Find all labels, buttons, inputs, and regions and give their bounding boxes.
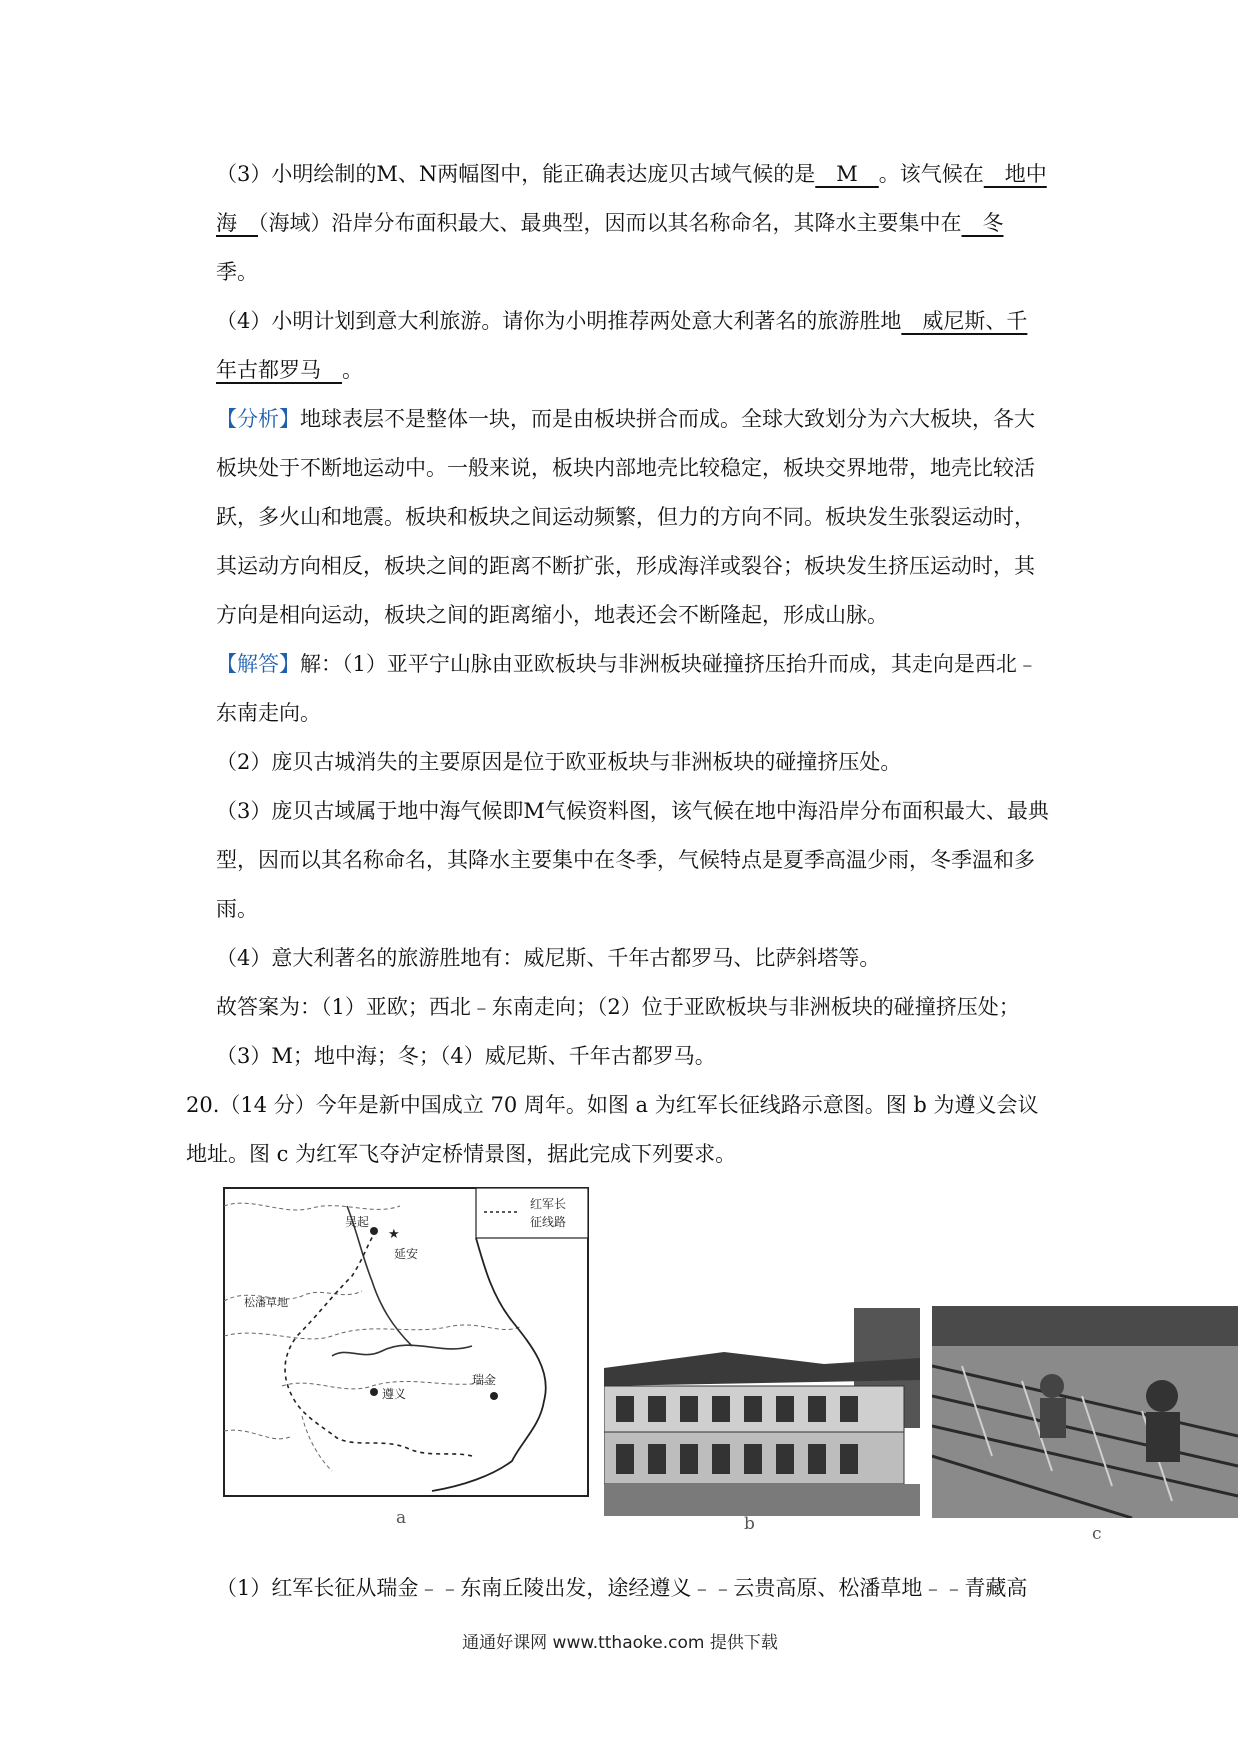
label-ruijin: 瑞金 — [472, 1373, 497, 1387]
legend-box — [476, 1188, 588, 1238]
answer-line-4: （4）意大利著名的旅游胜地有：威尼斯、千年古都罗马、比萨斜塔等。 — [216, 946, 881, 970]
figure-c-luding-bridge — [932, 1306, 1238, 1518]
analysis-tag: 【分析】 — [216, 407, 300, 431]
figure-a-map — [222, 1186, 590, 1498]
question-20-stem: 20.（14 分）今年是新中国成立 70 周年。如图 a 为红军长征线路示意图。图 b 为遵义会议地址。图 c 为红军飞夺泸定桥情景图，据此完成下列要求。 — [186, 1093, 1039, 1166]
caption-c: c — [1092, 1524, 1102, 1544]
q19-part4: （4）小明计划到意大利旅游。请你为小明推荐两处意大利著名的旅游胜地 威尼斯、千 年古都罗马 。 — [216, 309, 1028, 382]
long-march-map — [222, 1186, 590, 1498]
answer-tag: 【解答】 — [216, 652, 300, 676]
label-wuqi: 吴起 — [345, 1215, 370, 1229]
legend-label-1: 红军长 — [530, 1197, 567, 1211]
answer-section: 【解答】解：（1）亚平宁山脉由亚欧板块与非洲板块碰撞挤压抬升而成，其走向是西北﹣东南走向。 — [216, 652, 1038, 725]
legend-label-2: 征线路 — [530, 1215, 567, 1229]
caption-a: a — [396, 1508, 407, 1528]
label-yanan: 延安 — [394, 1247, 419, 1261]
answer-blank: 威尼斯、千 — [901, 309, 1028, 333]
answer-blank: 年古都罗马 — [216, 358, 342, 382]
q19-part3: （3）小明绘制的M、N两幅图中，能正确表达庞贝古域气候的是 M 。该气候在 地中 海 （海域）沿岸分布面积最大、最典型，因而以其名称命名，其降水主要集中在 冬 季。 — [216, 162, 1047, 284]
analysis-text: 地球表层不是整体一块，而是由板块拼合而成。全球大致划分为六大板块，各大板块处于不断地运动中。一般来说，板块内部地壳比较稳定，板块交界地带，地壳比较活跃，多火山和地震。板块和板块之间运动频繁，但力的方向不同。板块发生张裂运动时，其运动方向相反，板块之间的距离不断扩张，形成海洋或裂谷；板块发生挤压运动时，其方向是相向运动，板块之间的距离缩小，地表还会不断隆起，形成山脉。 — [216, 407, 1035, 627]
answer-blank: M — [815, 162, 879, 186]
luding-bridge-image — [932, 1306, 1238, 1518]
answer-blank: 地中 — [983, 162, 1047, 186]
analysis-section — [216, 395, 1054, 640]
zunyi-dot — [370, 1388, 378, 1396]
question-20-part1: （1）红军长征从瑞金﹣﹣东南丘陵出发，途经遵义﹣﹣云贵高原、松潘草地﹣﹣青藏高 — [216, 1576, 1028, 1600]
wuqi-dot — [370, 1227, 378, 1235]
zunyi-building-image — [604, 1308, 920, 1516]
answer-blank: 冬 — [961, 211, 1004, 235]
page-footer: 通通好课网 www.tthaoke.com 提供下载 — [462, 1633, 778, 1653]
ruijin-dot — [490, 1392, 498, 1400]
yanan-star-icon: ★ — [388, 1227, 400, 1242]
figure-b-zunyi-site — [604, 1308, 920, 1516]
final-answer: 故答案为：（1）亚欧；西北﹣东南走向；（2）位于亚欧板块与非洲板块的碰撞挤压处；（3）M；地中海；冬；（4）威尼斯、千年古都罗马。 — [216, 995, 1020, 1068]
answer-line-3: （3）庞贝古域属于地中海气候即M气候资料图，该气候在地中海沿岸分布面积最大、最典型，因而以其名称命名，其降水主要集中在冬季，气候特点是夏季高温少雨，冬季温和多雨。 — [216, 799, 1049, 921]
answer-blank: 海 — [216, 211, 258, 235]
caption-b: b — [744, 1514, 755, 1534]
label-songpan: 松潘草地 — [244, 1296, 288, 1309]
answer-line-2: （2）庞贝古城消失的主要原因是位于欧亚板块与非洲板块的碰撞挤压处。 — [216, 750, 902, 774]
label-zunyi: 遵义 — [382, 1387, 407, 1401]
